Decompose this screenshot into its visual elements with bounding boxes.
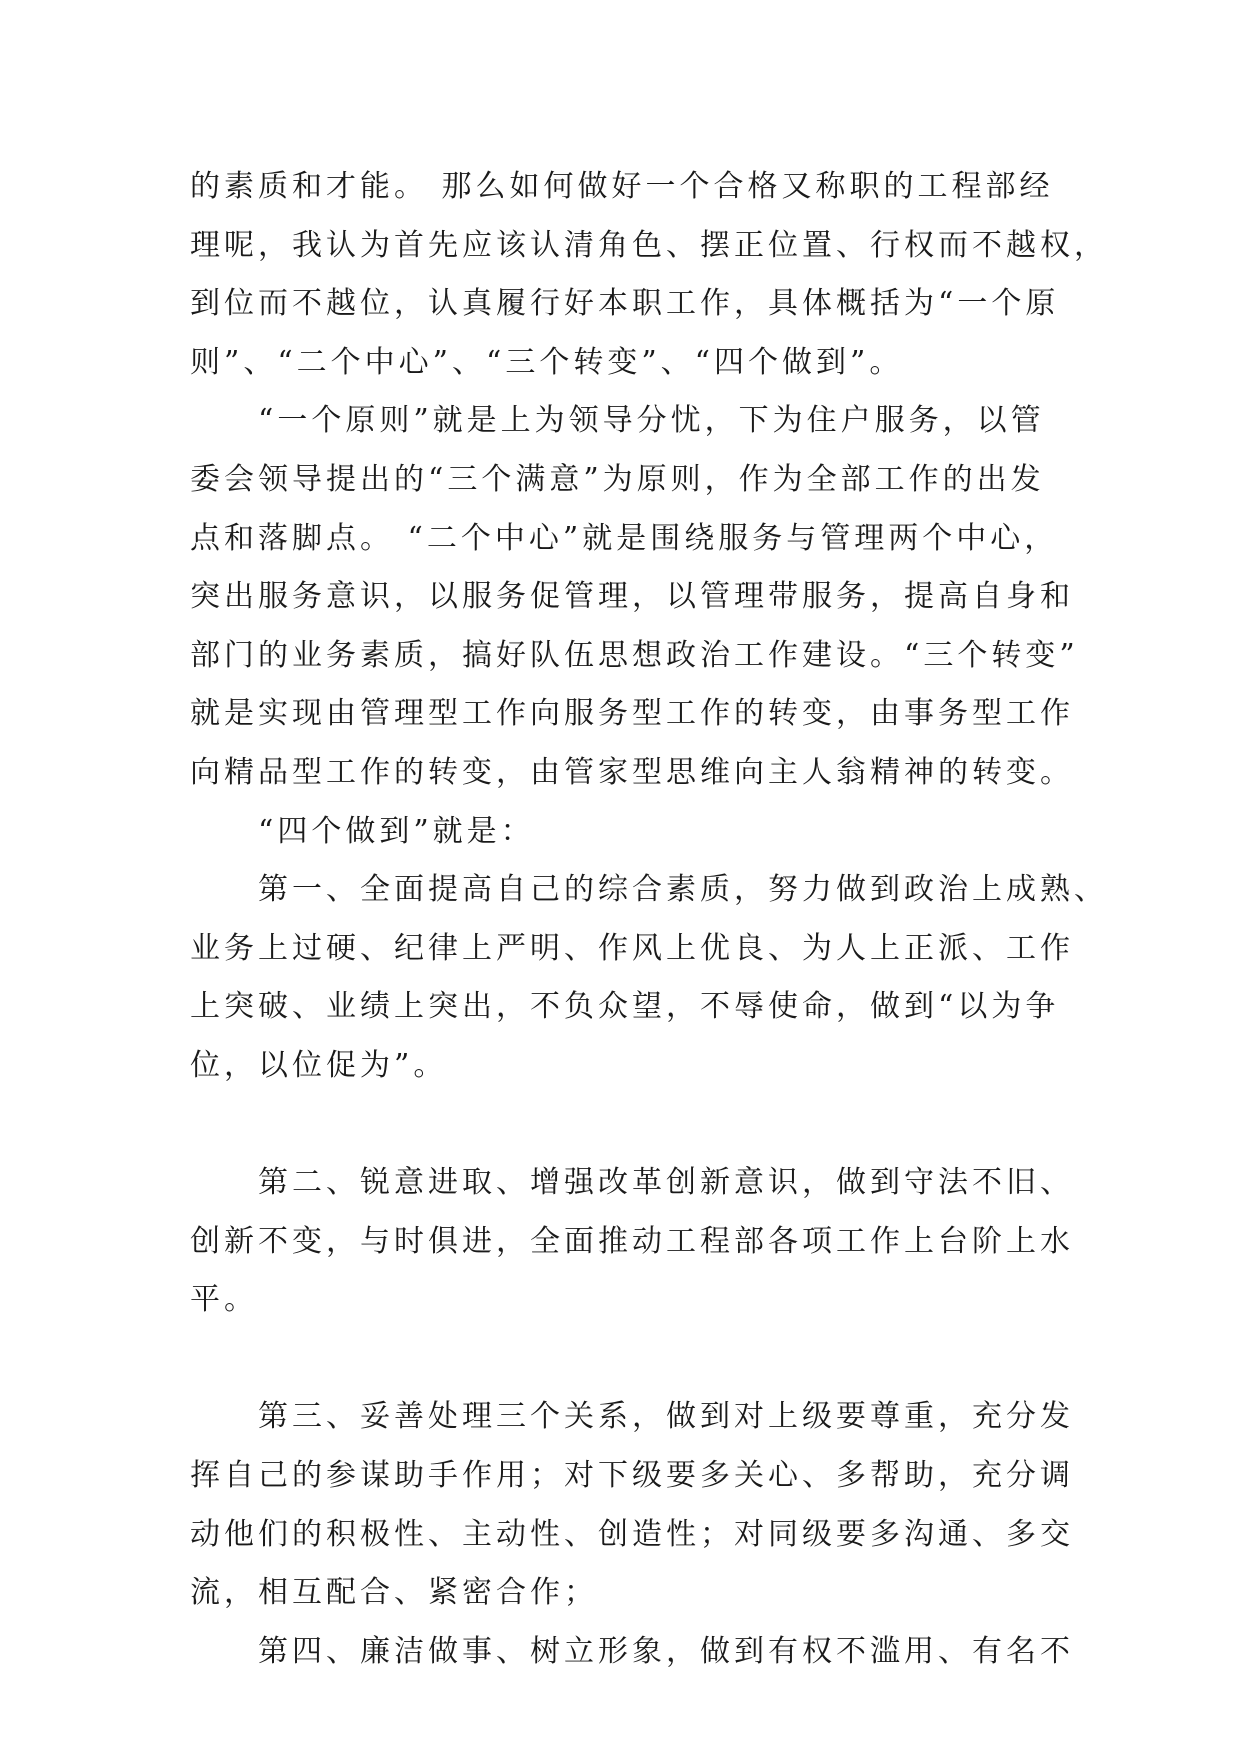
- text-line: 部门的业务素质，搞好队伍思想政治工作建设。“三个转变”: [190, 637, 1079, 673]
- text-line: 创新不变，与时俱进，全面推动工程部各项工作上台阶上水: [190, 1223, 1074, 1259]
- text-line: 则”、“二个中心”、“三个转变”、“四个做到”。: [190, 344, 904, 380]
- blank-line: [190, 1330, 1070, 1389]
- text-line: 第四、廉洁做事、树立形象，做到有权不滥用、有名不: [190, 1633, 1074, 1669]
- text-line: 第一、全面提高自己的综合素质，努力做到政治上成熟、: [190, 872, 1108, 908]
- text-line: 业务上过硬、纪律上严明、作风上优良、为人上正派、工作: [190, 930, 1074, 966]
- text-line: 到位而不越位，认真履行好本职工作，具体概括为“一个原: [190, 286, 1060, 322]
- text-line: 理呢，我认为首先应该认清角色、摆正位置、行权而不越权，: [190, 227, 1108, 263]
- text-line: 平。: [190, 1282, 258, 1318]
- text-line: 挥自己的参谋助手作用；对下级要多关心、多帮助，充分调: [190, 1458, 1074, 1494]
- text-line: 的素质和才能。 那么如何做好一个合格又称职的工程部经: [190, 169, 1054, 204]
- text-line: 突出服务意识，以服务促管理，以管理带服务，提高自身和: [190, 579, 1074, 615]
- text-line: 动他们的积极性、主动性、创造性；对同级要多沟通、多交: [190, 1516, 1074, 1552]
- text-line: “一个原则”就是上为领导分忧，下为住户服务，以管: [190, 403, 1045, 439]
- text-line: 位，以位促为”。: [190, 1047, 448, 1083]
- text-line: 向精品型工作的转变，由管家型思维向主人翁精神的转变。: [190, 754, 1074, 790]
- text-line: 第三、妥善处理三个关系，做到对上级要尊重，充分发: [190, 1399, 1074, 1435]
- blank-line: [190, 1096, 1070, 1155]
- text-line: “四个做到”就是：: [190, 813, 535, 849]
- text-line: 点和落脚点。 “二个中心”就是围绕服务与管理两个中心，: [190, 520, 1059, 556]
- text-line: 上突破、业绩上突出，不负众望，不辱使命，做到“以为争: [190, 989, 1060, 1025]
- text-line: 第二、锐意进取、增强改革创新意识，做到守法不旧、: [190, 1165, 1074, 1201]
- text-line: 流，相互配合、紧密合作；: [190, 1575, 598, 1611]
- text-line: 就是实现由管理型工作向服务型工作的转变，由事务型工作: [190, 696, 1074, 732]
- text-line: 委会领导提出的“三个满意”为原则，作为全部工作的出发: [190, 461, 1045, 497]
- document-body: [190, 158, 1108, 1681]
